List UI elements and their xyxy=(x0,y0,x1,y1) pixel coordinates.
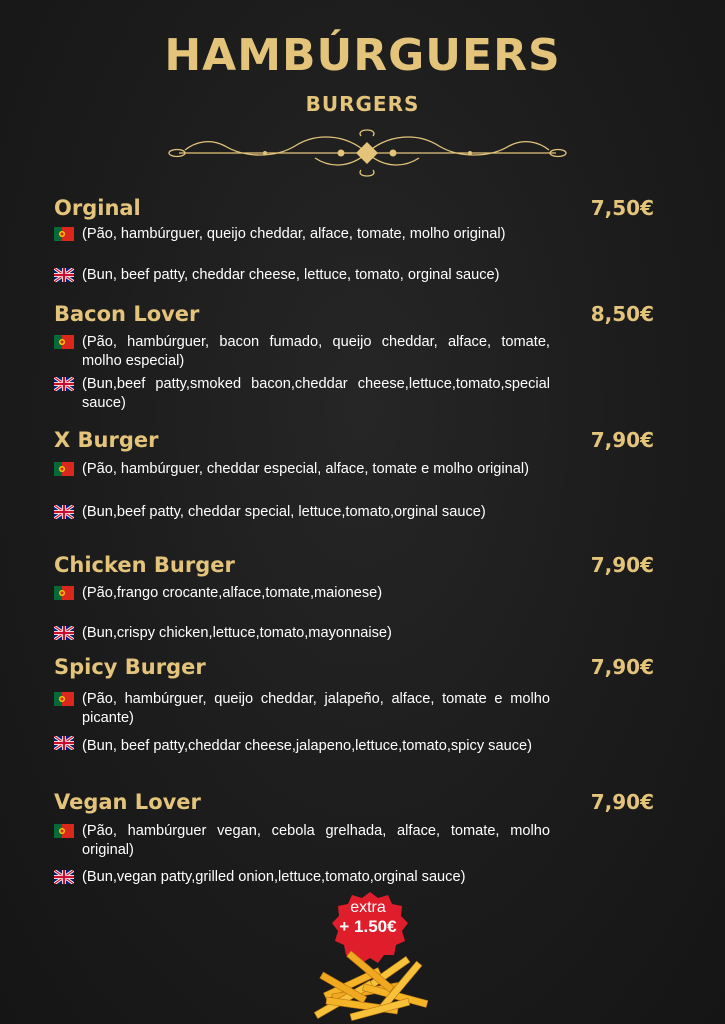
item-name: Chicken Burger xyxy=(54,553,235,577)
description-en-text: (Bun, beef patty, cheddar cheese, lettuce, tomato, orginal sauce) xyxy=(82,267,500,283)
page-title: HAMBÚRGUERS xyxy=(164,30,561,81)
description-pt-text: (Pão, hambúrguer, bacon fumado, queijo cheddar, alface, tomate, molho especial) xyxy=(82,334,550,369)
uk-flag-icon xyxy=(54,505,74,519)
item-name: Orginal xyxy=(54,196,141,220)
uk-flag-icon xyxy=(54,626,74,640)
portugal-flag-icon xyxy=(54,692,74,706)
page-subtitle: BURGERS xyxy=(305,92,420,116)
item-name: Spicy Burger xyxy=(54,655,206,679)
item-price: 8,50€ xyxy=(590,302,654,326)
description-en-text: (Bun,beef patty,smoked bacon,cheddar cheese,lettuce,tomato,special sauce) xyxy=(82,376,550,411)
uk-flag-icon xyxy=(54,736,74,750)
description-pt-text: (Pão, hambúrguer, queijo cheddar, alface, tomate, molho original) xyxy=(82,226,506,242)
portugal-flag-icon xyxy=(54,462,74,476)
item-price: 7,90€ xyxy=(590,790,654,814)
portugal-flag-icon xyxy=(54,586,74,600)
description-pt-text: (Pão, hambúrguer vegan, cebola grelhada, alface, tomate, molho original) xyxy=(82,823,550,858)
description-pt xyxy=(54,822,550,860)
description-en xyxy=(54,503,550,522)
description-pt-text: (Pão, hambúrguer, cheddar especial, alface, tomate e molho original) xyxy=(82,461,529,477)
uk-flag-icon xyxy=(54,268,74,282)
item-price: 7,50€ xyxy=(590,196,654,220)
item-name: X Burger xyxy=(54,428,159,452)
description-pt xyxy=(54,333,550,371)
description-pt-text: (Pão,frango crocante,alface,tomate,maionese) xyxy=(82,585,383,601)
description-pt xyxy=(54,225,550,244)
description-en-text: (Bun, beef patty,cheddar cheese,jalapeno,lettuce,tomato,spicy sauce) xyxy=(82,738,532,754)
item-price: 7,90€ xyxy=(590,553,654,577)
item-name: Vegan Lover xyxy=(54,790,201,814)
ornament-divider-icon xyxy=(165,128,570,178)
description-pt-text: (Pão, hambúrguer, queijo cheddar, jalapeño, alface, tomate e molho picante) xyxy=(82,691,550,726)
description-en-text: (Bun,vegan patty,grilled onion,lettuce,tomato,orginal sauce) xyxy=(82,869,466,885)
description-en-text: (Bun,beef patty, cheddar special, lettuce,tomato,orginal sauce) xyxy=(82,504,486,520)
description-en xyxy=(54,375,550,413)
item-price: 7,90€ xyxy=(590,428,654,452)
description-pt xyxy=(54,690,550,728)
item-price: 7,90€ xyxy=(590,655,654,679)
description-en xyxy=(54,734,550,758)
description-pt xyxy=(54,460,550,479)
extra-price: + 1.50€ xyxy=(339,917,397,936)
description-en-text: (Bun,crispy chicken,lettuce,tomato,mayonnaise) xyxy=(82,625,392,641)
description-en xyxy=(54,624,550,643)
uk-flag-icon xyxy=(54,377,74,391)
item-name: Bacon Lover xyxy=(54,302,200,326)
portugal-flag-icon xyxy=(54,227,74,241)
description-en xyxy=(54,868,550,887)
extra-label: extra xyxy=(350,899,386,916)
portugal-flag-icon xyxy=(54,335,74,349)
description-pt xyxy=(54,584,550,603)
portugal-flag-icon xyxy=(54,824,74,838)
description-en xyxy=(54,266,550,285)
uk-flag-icon xyxy=(54,870,74,884)
